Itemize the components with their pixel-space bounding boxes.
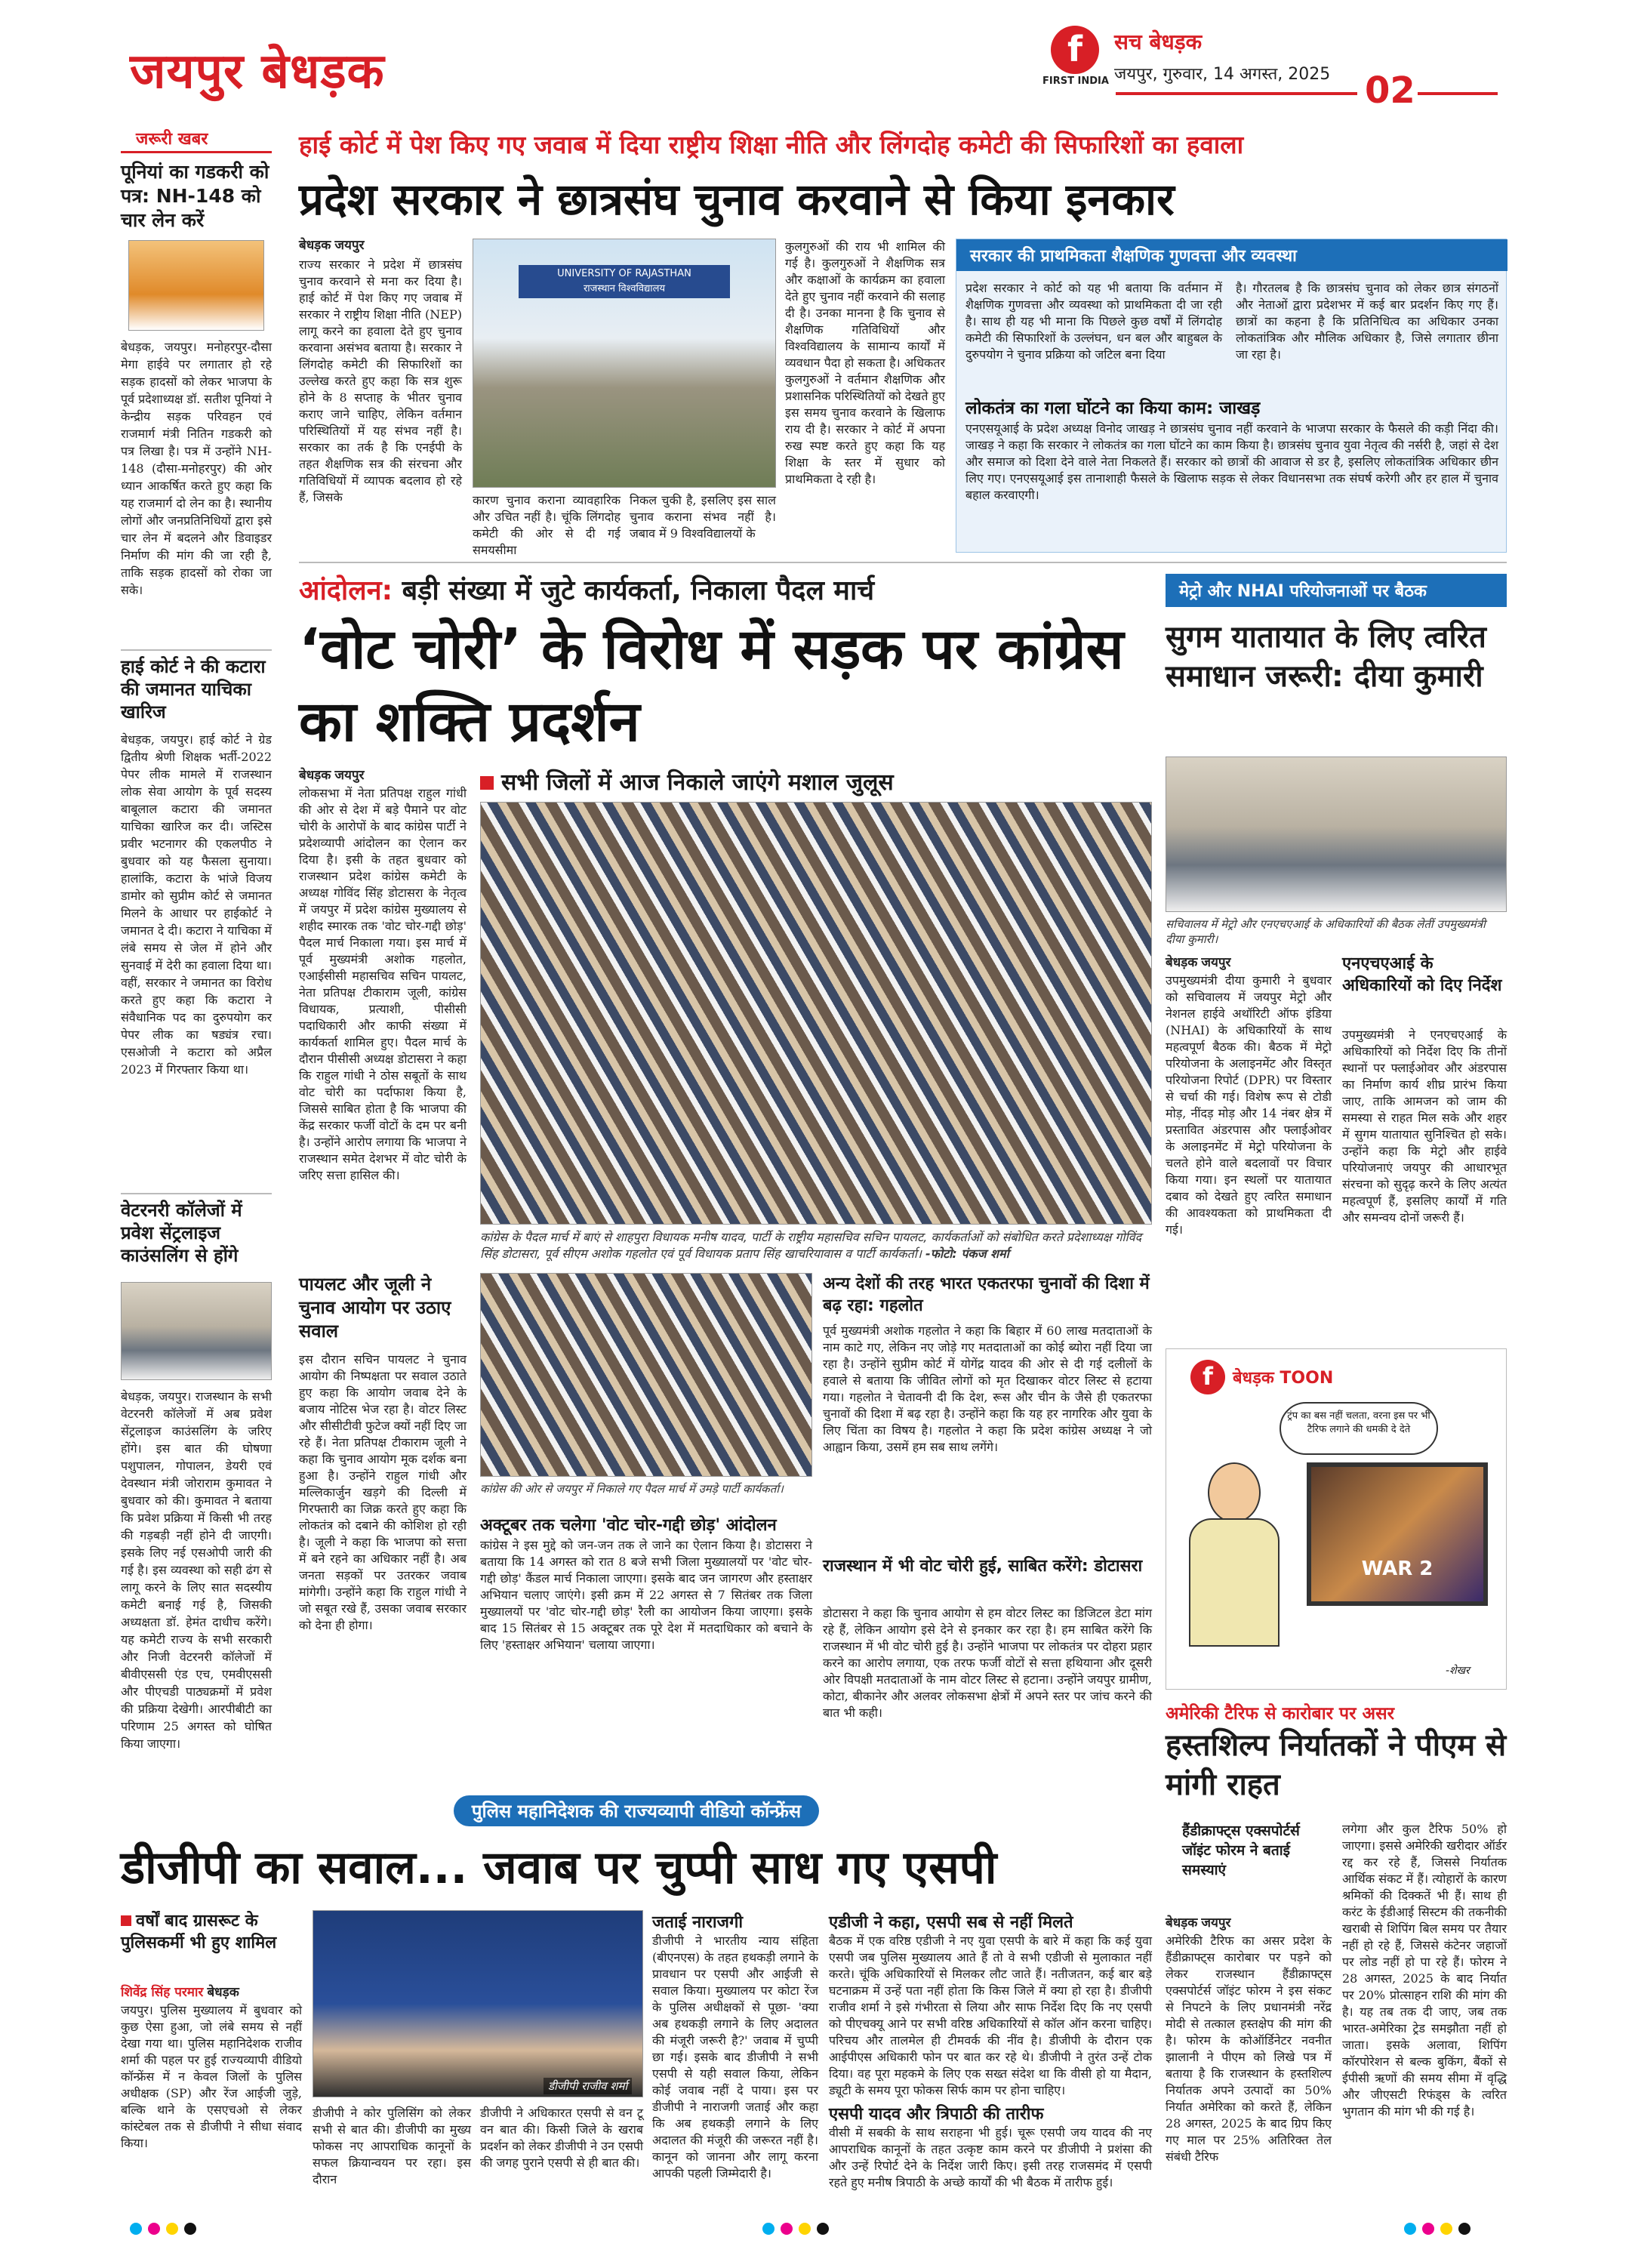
adg-head: एडीजी ने कहा, एसपी सब से नहीं मिलते xyxy=(829,1913,1073,1932)
dgp-col-1: जयपुर। पुलिस मुख्यालय में बुधवार को कुछ ऐसा हुआ, जो लंबे समय से नहीं देखा गया था। पुलिस महानिदेशक राजीव शर्मा की पहल पर हुई राज्यव्यापी वीडियो कॉन्फ्रेंस में न केवल जिलों के पुलिस अधीक्षक (SP) और रेंज आईजी जुड़े, बल्कि थाने के एसएचओ से लेकर कांस्टेबल तक से डीजीपी ने सीधा संवाद किया। xyxy=(121,2003,302,2150)
sidebar-rule xyxy=(121,151,272,153)
naraz-text: डीजीपी ने भारतीय न्याय संहिता (बीएनएस) के तहत हथकड़ी लगाने के प्रावधान पर एसपी और आईजी से सवाल किया। मुख्यालय पर कोटा रेंज के पुलिस अधीक्षकों से पूछा- 'क्या अब हथकड़ी लगाने के लिए अदालत की मंजूरी जरूरी है?' जवाब में चुप्पी छा गई। इसके बाद डीजीपी ने सभी एसपी से यही सवाल किया, लेकिन कोई जवाब नहीं दे पाया। इस पर डीजीपी ने नाराजगी जताई और कहा कि अब हथकड़ी लगाने के लिए अदालत की मंजूरी की जरूरत नहीं है। कानून को जानना और लागू करना आपकी पहली जिम्मेदारी है। xyxy=(652,1934,818,2180)
lead-col-3: निकल चुकी है, इसलिए इस साल चुनाव कराना संभव नहीं है। जबाव में 9 विश्वविद्यालयों के xyxy=(630,493,776,541)
protest-caption-text: कांग्रेस के पैदल मार्च में बाएं से शाहपुरा विधायक मनीष यादव, पार्टी के राष्ट्रीय महासचिव सचिन पायलट, कार्यकर्ताओं को संबोधित करते प्रदेशाध्यक्ष गोविंद सिंह डोटासरा, पूर्व सीएम अशोक गहलोत एवं पूर्व विधायक प्रताप सिंह खाचरियावास व पार्टी कार्यकर्ता। xyxy=(480,1230,1142,1261)
protest-subhead-text: सभी जिलों में आज निकाले जाएंगे मशाल जुलूस xyxy=(501,769,894,796)
sidebar-divider-1 xyxy=(121,649,272,651)
toon-man-head xyxy=(1208,1462,1261,1523)
sidebar-story-1-head: पूनियां का गडकरी को पत्र: NH-148 को चार लेन करें xyxy=(121,161,269,231)
protest-headline: ‘वोट चोरी’ के विरोध में सड़क पर कांग्रेस का शक्ति प्रदर्शन xyxy=(299,617,1124,754)
toon-box xyxy=(1166,1348,1507,1690)
tariff-byline-place: जयपुर xyxy=(1201,1915,1231,1931)
metro-meeting-photo xyxy=(1166,757,1507,912)
protest-byline xyxy=(299,766,365,783)
pilot-head: पायलट और जूली ने चुनाव आयोग पर उठाए सवाल xyxy=(299,1274,451,1342)
protest-photo-caption xyxy=(480,1229,1152,1265)
university-sign xyxy=(519,265,730,298)
lead-box2-text: एनएसयूआई के प्रदेश अध्यक्ष विनोद जाखड़ ने छात्रसंघ चुनाव नहीं करवाने के भाजपा सरकार के फैसले की कड़ी निंदा की। जाखड़ ने कहा कि सरकार ने लोकतंत्र का गला घोंटने का काम किया है। छात्रसंघ चुनाव युवा नेतृत्व की नर्सरी है, जहां से देश और समाज को दिशा देने वाले नेता निकलते हैं। सरकार को छात्रों की आवाज से डर है, इसलिए लोकतांत्रिक अधिकार छीन लिए गए। एनएसयूआई इस तानाशाही फैसले के खिलाफ सड़क से लेकर विधानसभा तक संघर्ष करेगी और हर हाल में चुनाव बहाल करवाएगी। xyxy=(965,421,1498,502)
metro-band: मेट्रो और NHAI परियोजनाओं पर बैठक xyxy=(1166,574,1507,607)
dgp-byline-name: शिवेंद्र सिंह परमार xyxy=(121,1985,204,2000)
tariff-byline xyxy=(1166,1913,1231,1931)
naraz-head: जताई नाराजगी xyxy=(652,1913,744,1932)
toon-tv xyxy=(1307,1462,1488,1606)
metro-byline-place: जयपुर xyxy=(1201,955,1231,970)
tariff-sub: हैंडीक्राफ्ट्स एक्सपोर्टर्स जॉइंट फोरम ने बताई समस्याएं xyxy=(1182,1823,1300,1878)
gehlot-head: अन्य देशों की तरह भारत एकतरफा चुनावों की दिशा में बढ़ रहा: गहलोत xyxy=(823,1274,1150,1315)
lead-headline: प्रदेश सरकार ने छात्रसंघ चुनाव करवाने से किया इनकार xyxy=(299,174,1175,225)
lead-box-title: सरकार की प्राथमिकता शैक्षणिक गुणवत्ता और व्यवस्था xyxy=(956,239,1507,271)
lead-bottom-rule xyxy=(299,562,1507,563)
sp-head: एसपी यादव और त्रिपाठी की तारीफ xyxy=(829,2105,1044,2124)
march-photo xyxy=(480,1273,812,1477)
dgp-headline: डीजीपी का सवाल... जवाब पर चुप्पी साध गए एसपी xyxy=(121,1841,997,1894)
dotasra-text: डोटासरा ने कहा कि चुनाव आयोग से हम वोटर लिस्ट का डिजिटल डेटा मांग रहे हैं, लेकिन आयोग इसे देने से इनकार कर रहा है। हम साबित करेंगे कि राजस्थान में भी वोट चोरी हुई है। उन्होंने भाजपा पर लोकतंत्र पर दोहरा प्रहार करने का आरोप लगाया, एक तरफ फर्जी वोटों से सत्ता हथियाना और दूसरी ओर विपक्षी मतदाताओं के नाम वोटर लिस्ट से हटाना। उन्होंने जयपुर ग्रामीण, कोटा, बीकानेर और अलवर लोकसभा क्षेत्रों में अपने स्तर पर जांच करने की बात भी कही। xyxy=(823,1606,1152,1720)
logo-text: FIRST INDIA xyxy=(1042,75,1109,87)
masthead-tagline: सच बेधड़क xyxy=(1114,29,1203,54)
nhai-text: उपमुख्यमंत्री ने एनएचएआई के अधिकारियों को निर्देश दिए कि तीनों स्थानों पर फ्लाईओवर और अंडरपास का निर्माण कार्य शीघ्र प्रारंभ किया जाए, ताकि आमजन को जाम की समस्या से राहत मिल सके और शहर में सुगम यातायात सुनिश्चित हो सके। उन्होंने कहा कि मेट्रो और हाईवे परियोजनाएं जयपुर की आधारभूत संरचना को सुदृढ़ करने के लिए अत्यंत महत्वपूर्ण हैं, इसलिए कार्यों में गति और समन्वय दोनों जरूरी हैं। xyxy=(1342,1028,1507,1225)
dgp-side-head xyxy=(121,1910,302,1954)
veterinary-meeting-photo xyxy=(121,1282,272,1380)
protest-subhead xyxy=(480,766,1152,797)
dgp-col-2: डीजीपी ने कोर पुलिसिंग को लेकर सभी से बात की। डीजीपी का मुख्य फोकस नए आपराधिक कानूनों के सफल क्रियान्वयन पर रहा। इस दौरान xyxy=(313,2106,471,2186)
lead-priority-box xyxy=(956,239,1507,553)
tariff-byline-name: बेधड़क xyxy=(1166,1915,1198,1931)
masthead-rule xyxy=(1116,92,1357,95)
dgp-band-text: पुलिस महानिदेशक की राज्यव्यापी वीडियो कॉन्फ्रेंस xyxy=(454,1795,819,1826)
sidebar-story-3-text: बेधड़क, जयपुर। राजस्थान के सभी वेटरनरी कॉलेजों में अब प्रवेश सेंट्रलाइज काउंसलिंग के जरिए होंगे। इस बात की घोषणा पशुपालन, गोपालन, डेयरी एवं देवस्थान मंत्री जोराराम कुमावत ने बुधवार को की। कुमावत ने बताया कि प्रवेश प्रक्रिया में किसी भी तरह की गड़बड़ी नहीं होने दी जाएगी। इसके लिए नई एसओपी जारी की गई है। इस व्यवस्था को सही ढंग से लागू करने के लिए सात सदस्यीय कमेटी बनाई गई है, जिसकी अध्यक्षता डॉ. हेमंत दाधीच करेंगे। यह कमेटी राज्य के सभी सरकारी और निजी वेटरनरी कॉलेजों में बीवीएससी एंड एच, एमवीएससी और पीएचडी पाठ्यक्रमों में प्रवेश की प्रक्रिया देखेगी। आरपीबीटी का परिणाम 25 अगस्त को घोषित किया जाएगा। xyxy=(121,1389,272,1751)
toon-logo: f xyxy=(1190,1360,1225,1394)
masthead-brand: जयपुर बेधड़क xyxy=(130,44,385,100)
poonia-photo xyxy=(128,240,264,331)
dgp-byline xyxy=(121,1983,239,2000)
nhai-head: एनएचएआई के अधिकारियों को दिए निर्देश xyxy=(1342,954,1502,995)
metro-byline xyxy=(1166,953,1231,970)
university-photo xyxy=(473,239,776,488)
page-number: 02 xyxy=(1365,69,1415,112)
lead-byline xyxy=(299,236,365,253)
sp-text: वीसी में सबकी के साथ सराहना भी हुई। चूरू एसपी जय यादव की नए आपराधिक कानूनों के तहत उत्कृष्ट काम करने पर डीजीपी ने प्रशंसा की और उन्हें रिपोर्ट देने के निर्देश जारी किए। इसी तरह राजसमंद में एसपी रहते हुए मनीष त्रिपाठी के अच्छे कार्यों की भी बैठक में तारीफ हुई। xyxy=(829,2125,1152,2189)
toon-poster-text: WAR 2 xyxy=(1361,1558,1434,1580)
tariff-col-2: लगेगा और कुल टैरिफ 50% हो जाएगा। इससे अमेरिकी खरीदार ऑर्डर रद्द कर रहे हैं, जिससे निर्यातक आर्थिक संकट में हैं। त्योहारों के कारण श्रमिकों की दिक्कतें भी हैं। साथ ही करंट के ईडीआई सिस्टम की तकनीकी खराबी से शिपिंग बिल समय पर तैयार नहीं हो रहे हैं, जिससे कंटेनर जहाजों पर लोड नहीं हो पा रहे हैं। फोरम ने 28 अगस्त, 2025 के बाद निर्यात पर 20% प्रोत्साहन राशि की मांग की है। यह तब तक दी जाए, जब तक भारत-अमेरिका ट्रेड समझौता नहीं हो जाता। इसके अलावा, शिपिंग कॉरपोरेशन से बल्क बुकिंग, बैंकों से ईपीसी ऋणों की समय सीमा में वृद्धि और जीएसटी रिफंड्स के त्वरित भुगतान की मांग भी की गई है। xyxy=(1342,1822,1507,2119)
lead-box-col-1: प्रदेश सरकार ने कोर्ट को यह भी बताया कि वर्तमान में शैक्षणिक गुणवत्ता और व्यवस्था को प्राथमिकता दी जा रही है। साथ ही यह भी माना कि पिछले कुछ वर्षों में लिंगदोह कमेटी की सिफारिशों के उल्लंघन, धन बल और बाहुबल के दुरुपयोग ने चुनाव प्रक्रिया को जटिल बना दिया xyxy=(965,281,1222,362)
lead-col-2: कारण चुनाव कराना व्यावहारिक और उचित नहीं है। चूंकि लिंगदोह कमेटी की ओर से दी गई समयसीमा xyxy=(473,493,621,557)
lead-box-col-2: है। गौरतलब है कि छात्रसंघ चुनाव को लेकर छात्र संगठनों और नेताओं द्वारा प्रदेशभर में कई बार प्रदर्शन किए गए हैं। छात्रों का कहना है कि प्रतिनिधित्व का अधिकार उनका लोकतांत्रिक और मौलिक अधिकार है, जिसे लगातार छीना जा रहा है। xyxy=(1236,281,1498,362)
color-marks-right xyxy=(1404,2223,1477,2238)
sidebar-label: जरूरी खबर xyxy=(136,130,208,149)
tariff-headline: हस्तशिल्प निर्यातकों ने पीएम से मांगी राहत xyxy=(1166,1728,1507,1802)
lead-box2-title: लोकतंत्र का गला घोंटने का किया काम: जाखड़ xyxy=(965,399,1261,418)
toon-bubble: ट्रंप का बस नहीं चलता, वरना इस पर भी टैरिफ लगाने की धमकी दे देते xyxy=(1280,1402,1438,1455)
march-caption: कांग्रेस की ओर से जयपुर में निकाले गए पैदल मार्च में उमड़े पार्टी कार्यकर्ता। xyxy=(480,1482,784,1496)
sidebar xyxy=(121,127,272,1810)
october-text: कांग्रेस ने इस मुद्दे को जन-जन तक ले जाने का ऐलान किया है। डोटासरा ने बताया कि 14 अगस्त को रात 8 बजे सभी जिला मुख्यालयों पर 'वोट चोर-गद्दी छोड़' कैंडल मार्च निकाला जाएगा। इसके बाद जन जागरण और हस्ताक्षर अभियान चलाए जाएंगे। इसी क्रम में 22 अगस्त से 7 सितंबर तक जिला मुख्यालयों पर 'वोट चोर-गद्दी छोड़' रैली का आयोजन किया जाएगा। इसके बाद 15 सितंबर से 15 अक्टूबर तक पूरे देश में मतदाधिकार को बचाने के लिए 'हस्ताक्षर अभियान' चलाया जाएगा। xyxy=(480,1538,812,1652)
color-marks-center xyxy=(762,2223,835,2238)
protest-byline-name: बेधड़क xyxy=(299,768,331,783)
dotasra-head: राजस्थान में भी वोट चोरी हुई, साबित करेंगे: डोटासरा xyxy=(823,1557,1143,1576)
toon-label: बेधड़क TOON xyxy=(1233,1369,1334,1388)
protest-byline-place: जयपुर xyxy=(334,768,365,783)
metro-headline: सुगम यातायात के लिए त्वरित समाधान जरूरी: दीया कुमारी xyxy=(1166,620,1486,694)
dgp-band xyxy=(121,1794,1152,1827)
tariff-col-1: अमेरिकी टैरिफ का असर प्रदेश के हैंडीक्राफ्ट्स कारोबार पर पड़ने को लेकर राजस्थान हैंडीक्राफ्ट्स एक्सपोर्टर्स जॉइंट फोरम ने इस संकट से निपटने के लिए प्रधानमंत्री नरेंद्र मोदी से तत्काल हस्तक्षेप की मांग की है। फोरम के कोऑर्डिनेटर नवनीत झालानी ने पीएम को लिखे पत्र में बताया है कि राजस्थान के हस्तशिल्प निर्यातक अपने उत्पादों का 50% निर्यात अमेरिका को करते हैं, लेकिन 28 अगस्त, 2025 के बाद ग्रिप किए गए माल पर 25% अतिरिक्त तेल संबंधी टैरिफ xyxy=(1166,1934,1332,2164)
masthead-dateline: जयपुर, गुरुवार, 14 अगस्त, 2025 xyxy=(1114,65,1331,84)
toon-man-body xyxy=(1189,1518,1280,1647)
toon-credit: -शेखर xyxy=(1446,1665,1470,1677)
first-india-logo: f xyxy=(1051,26,1099,74)
protest-kicker xyxy=(299,571,1152,608)
sidebar-story-3-head: वेटरनरी कॉलेजों में प्रवेश सेंट्रलाइज काउंसलिंग से होंगे xyxy=(121,1200,242,1266)
protest-col-1: लोकसभा में नेता प्रतिपक्ष राहुल गांधी की ओर से देश में बड़े पैमाने पर वोट चोरी के आरोपों के बाद कांग्रेस पार्टी ने प्रदेशव्यापी आंदोलन का ऐलान कर दिया है। इसी के तहत बुधवार को राजस्थान प्रदेश कांग्रेस कमेटी के अध्यक्ष गोविंद सिंह डोटासरा के नेतृत्व में जयपुर में प्रदेश कांग्रेस मुख्यालय से शहीद स्मारक तक 'वोट चोर-गद्दी छोड़' पैदल मार्च निकाला गया। इस मार्च में पूर्व मुख्यमंत्री अशोक गहलोत, एआईसीसी महासचिव सचिन पायलट, नेता प्रतिपक्ष टीकाराम जूली, कांग्रेस विधायक, प्रत्याशी, पीसीसी पदाधिकारी और काफी संख्या में कार्यकर्ता शामिल हुए। पैदल मार्च के दौरान पीसीसी अध्यक्ष डोटासरा ने कहा कि राहुल गांधी ने ठोस सबूतों के साथ वोट चोरी का पर्दाफाश किया है, जिससे साबित होता है कि भाजपा की केंद्र सरकार फर्जी वोटों के दम पर बनी है। उन्होंने आरोप लगाया कि भाजपा ने राजस्थान समेत देशभर में वोट चोरी के जरिए सत्ता हासिल की। xyxy=(299,786,467,1182)
sidebar-divider-2 xyxy=(121,1193,272,1194)
lead-col-4: कुलगुरुओं की राय भी शामिल की गई है। कुलगुरुओं ने शैक्षणिक सत्र और कक्षाओं के कार्यक्रम का हवाला देते हुए चुनाव नहीं करवाने की सलाह दी है। उनका मानना है कि चुनाव से शैक्षणिक गतिविधियों और विश्वविद्यालय के सामान्य कार्यों में व्यवधान पैदा हो सकता है। अधिकतर कुलगुरुओं ने वर्तमान शैक्षणिक और प्रशासनिक परिस्थितियों को देखते हुए इस समय चुनाव करवाने के खिलाफ राय दी है। सरकार ने कोर्ट में अपना रुख स्पष्ट करते हुए कहा कि यह शिक्षा के स्तर में सुधार को प्राथमिकता दे रही है। xyxy=(785,239,945,486)
university-sign-en: UNIVERSITY OF RAJASTHAN xyxy=(557,268,691,279)
university-sign-hi: राजस्थान विश्वविद्यालय xyxy=(583,283,665,294)
masthead xyxy=(0,0,1626,113)
side-square-icon xyxy=(121,1915,131,1926)
dgp-photo xyxy=(313,1910,643,2097)
gehlot-text: पूर्व मुख्यमंत्री अशोक गहलोत ने कहा कि बिहार में 60 लाख मतदाताओं के नाम काटे गए, लेकिन नए जोड़े गए मतदाताओं का कोई ब्योरा नहीं दिया जा रहा है। उन्होंने सुप्रीम कोर्ट में योगेंद्र यादव की ओर से दी गई दलीलों के हवाले से बताया कि जीवित लोगों को मृत दिखाकर वोटर लिस्ट से हटाया गया। गहलोत ने चेतावनी दी कि देश, रूस और चीन के जैसे ही एकतरफा चुनावों की दिशा में बढ़ रहा है। उन्होंने कहा कि यह हर नागरिक और युवा के लिए चिंता का विषय है। गहलोत ने कहा कि प्रदेश कांग्रेस अध्यक्ष ने जो आह्वान किया, उसमें हम सब साथ लगेंगे। xyxy=(823,1324,1152,1454)
october-head: अक्टूबर तक चलेगा 'वोट चोर-गद्दी छोड़' आंदोलन xyxy=(480,1516,777,1535)
dgp-photo-caption: डीजीपी राजीव शर्मा xyxy=(544,2078,632,2094)
protest-kicker-label: आंदोलन: xyxy=(299,575,393,606)
lead-byline-place: जयपुर xyxy=(334,238,365,253)
metro-caption: सचिवालय में मेट्रो और एनएचएआई के अधिकारियों की बैठक लेतीं उपमुख्यमंत्री दीया कुमारी। xyxy=(1166,917,1486,946)
lead-col-1: राज्य सरकार ने प्रदेश में छात्रसंघ चुनाव करवाने से मना कर दिया है। हाई कोर्ट में पेश किए गए जवाब में सरकार ने राष्ट्रीय शिक्षा नीति (NEP) लागू करने का हवाला देते हुए चुनाव करवाना असंभव बताया है। सरकार ने लिंगदोह कमेटी की सिफारिशों का उल्लेख करते हुए कहा कि सत्र शुरू होने के 8 सप्ताह के भीतर चुनाव कराए जाने चाहिए, लेकिन वर्तमान परिस्थितियों में यह संभव नहीं है। सरकार का तर्क है कि एनईपी के तहत शैक्षणिक सत्र की संरचना और गतिविधियों में व्यापक बदलाव हो रहे हैं, जिसके xyxy=(299,257,462,504)
sidebar-story-1-text: बेधड़क, जयपुर। मनोहरपुर-दौसा मेगा हाईवे पर लगातार हो रहे सड़क हादसों को लेकर भाजपा के पूर्व प्रदेशाध्यक्ष डॉ. सतीश पूनियां ने केन्द्रीय सड़क परिवहन एवं राजमार्ग मंत्री नितिन गडकरी को पत्र लिखा है। पत्र में उन्होंने NH-148 (दौसा-मनोहरपुर) की ओर ध्यान आकर्षित करते हुए कहा कि यह राजमार्ग दो लेन का है। स्थानीय लोगों और जनप्रतिनिधियों द्वारा इसे चार लेन में बदलने और डिवाइडर निर्माण की मांग की जा रही है, ताकि सड़क हादसों को रोका जा सके। xyxy=(121,340,272,597)
color-marks-left xyxy=(130,2223,202,2238)
pilot-text: इस दौरान सचिन पायलट ने चुनाव आयोग की निष्पक्षता पर सवाल उठाते हुए कहा कि आयोग जवाब देने के बजाय नोटिस भेज रहा है। वोटर लिस्ट और सीसीटीवी फुटेज क्यों नहीं दिए जा रहे हैं। नेता प्रतिपक्ष टीकाराम जूली ने कहा कि चुनाव आयोग मूक दर्शक बना हुआ है। उन्होंने राहुल गांधी और मल्लिकार्जुन खड़गे की दिल्ली में गिरफ्तारी का जिक्र करते हुए कहा कि लोकतंत्र को दबाने की कोशिश हो रही है। जूली ने कहा कि भाजपा को सत्ता में बने रहने का अधिकार नहीं है। अब जनता सड़कों पर उतरकर जवाब मांगेगी। उन्होंने कहा कि राहुल गांधी ने जो सबूत रखे हैं, उसका जवाब सरकार को देना ही होगा। xyxy=(299,1352,467,1632)
dgp-col-3: डीजीपी ने अधिकारत एसपी से वन टू वन बात की। किसी जिले के खराब प्रदर्शन को लेकर डीजीपी ने उन एसपी की जगह पुराने एसपी से ही बात की। xyxy=(480,2106,643,2170)
subhead-square-icon xyxy=(480,776,494,790)
masthead-rule-right xyxy=(1418,92,1498,95)
toon-man xyxy=(1189,1462,1280,1651)
dgp-byline-place: बेधड़क xyxy=(207,1985,239,2000)
sidebar-story-2-head: हाई कोर्ट ने की कटारा की जमानत याचिका खारिज xyxy=(121,656,266,723)
protest-photo xyxy=(480,802,1152,1225)
adg-text: बैठक में एक वरिष्ठ एडीजी ने नए युवा एसपी के बारे में कहा कि कई युवा एसपी जब पुलिस मुख्यालय आते हैं तो वे सभी एडीजी से मुलाकात नहीं करते। चूंकि अधिकारियों से मिलकर लौट जाते हैं। नतीजतन, कई बार बड़े घटनाक्रम में उन्हें पता नहीं होता कि किस जिले में क्या हो रहा है। डीजीपी राजीव शर्मा ने इसे गंभीरता से लिया और साफ निर्देश दिए कि नए एसपी को पीएचक्यू आने पर सभी वरिष्ठ अधिकारियों से कॉल ऑन करना चाहिए। परिचय और तालमेल ही टीमवर्क की नींव है। डीजीपी के दौरान एक आईपीएस अधिकारी फोन पर बात कर रहे थे। डीजीपी ने तुरंत उन्हें टोक दिया। वह पूरा महकमे के लिए एक सख्त संदेश था कि वीसी हो या मैदान, ड्यूटी के समय पूरा फोकस सिर्फ काम पर होना चाहिए। xyxy=(829,1934,1152,2097)
metro-byline-name: बेधड़क xyxy=(1166,955,1198,970)
lead-byline-name: बेधड़क xyxy=(299,238,331,253)
lead-kicker: हाई कोर्ट में पेश किए गए जवाब में दिया राष्ट्रीय शिक्षा नीति और लिंगदोह कमेटी की सिफारिशों का हवाला xyxy=(299,130,1244,159)
metro-text: उपमुख्यमंत्री दीया कुमारी ने बुधवार को सचिवालय में जयपुर मेट्रो और नेशनल हाईवे अथॉरिटी ऑफ इंडिया (NHAI) के अधिकारियों के साथ महत्वपूर्ण बैठक की। बैठक में मेट्रो परियोजना के अलाइनमेंट और विस्तृत परियोजना रिपोर्ट (DPR) पर विस्तार से चर्चा की गई। विशेष रूप से टोडी मोड़, नींदड़ मोड़ और 14 नंबर क्षेत्र में प्रस्तावित अंडरपास और फ्लाईओवर के अलाइनमेंट में मेट्रो परियोजना के चलते होने वाले बदलावों पर विचार किया गया। इन स्थलों पर यातायात दबाव को देखते हुए त्वरित समाधान की आवश्यकता को प्राथमिकता दी गई। xyxy=(1166,973,1332,1237)
tariff-kicker: अमेरिकी टैरिफ से कारोबार पर असर xyxy=(1166,1704,1395,1724)
dgp-side-head-text: वर्षों बाद ग्रासरूट के पुलिसकर्मी भी हुए शामिल xyxy=(121,1912,277,1952)
sidebar-story-2-text: बेधड़क, जयपुर। हाई कोर्ट ने ग्रेड द्वितीय श्रेणी शिक्षक भर्ती-2022 पेपर लीक मामले में राजस्थान लोक सेवा आयोग के पूर्व सदस्य बाबूलाल कटारा की जमानत याचिका खारिज कर दी। जस्टिस प्रवीर भटनागर की एकलपीठ ने बुधवार को यह फैसला सुनाया। हालांकि, कटारा के भांजे विजय डामोर को सुप्रीम कोर्ट से जमानत मिलने के आधार पर हाईकोर्ट ने जमानत दे दी। कटारा ने याचिका में लंबे समय से जेल में होने और सुनवाई में देरी का हवाला दिया था। वहीं, सरकार ने जमानत का विरोध करते हुए कहा कि कटारा ने संवैधानिक पद का दुरुपयोग कर पेपर लीक का षड्यंत्र रचा। एसओजी ने कटारा को अप्रैल 2023 में गिरफ्तार किया था। xyxy=(121,732,272,1077)
protest-kicker-text: बड़ी संख्या में जुटे कार्यकर्ता, निकाला पैदल मार्च xyxy=(402,575,875,606)
protest-photo-credit: -फोटो: पंकज शर्मा xyxy=(925,1246,1009,1261)
